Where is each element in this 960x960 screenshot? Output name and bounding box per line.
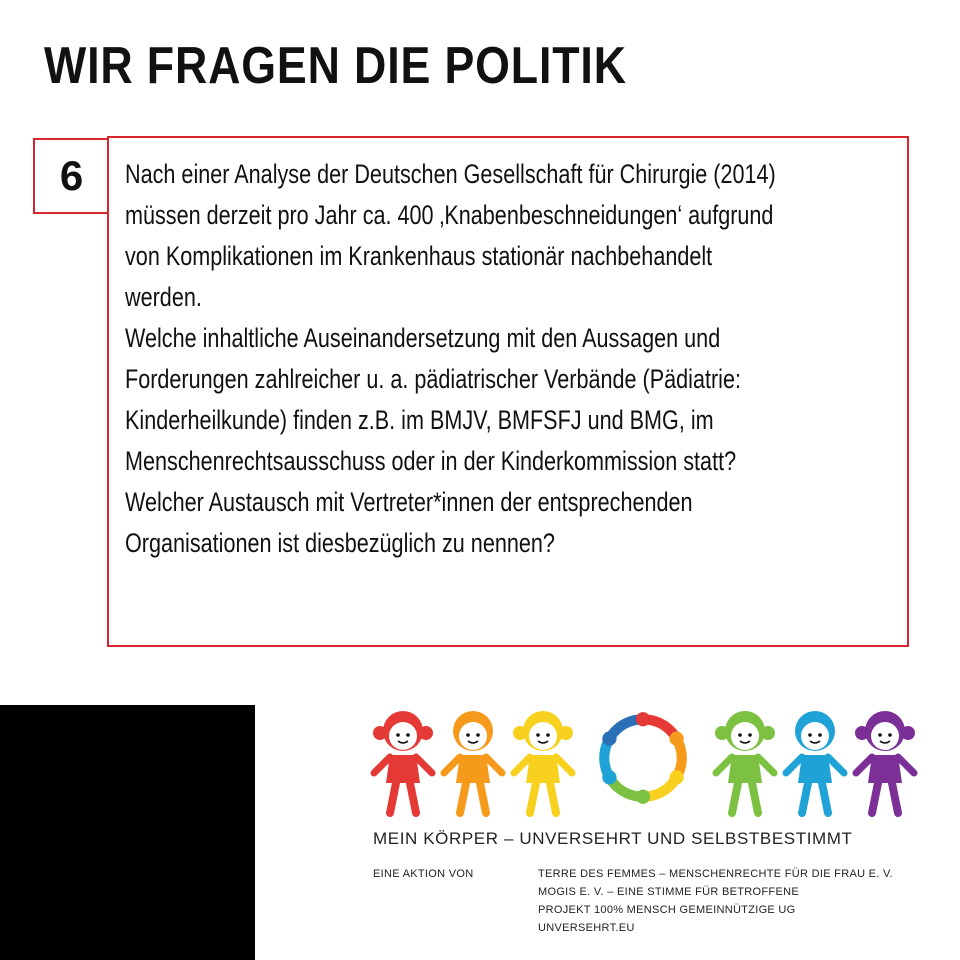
ring-icon xyxy=(592,707,694,809)
organization-line: PROJEKT 100% MENSCH GEMEINNÜTZIGE UG xyxy=(538,904,796,916)
page-headline: WIR FRAGEN DIE POLITIK xyxy=(44,37,627,95)
child-figure-icon xyxy=(440,705,506,817)
organization-line: TERRE DES FEMMES – MENSCHENRECHTE FÜR DIE FRAU E. V. xyxy=(538,868,894,880)
question-number: 6 xyxy=(33,138,108,214)
campaign-tagline: MEIN KÖRPER – UNVERSEHRT UND SELBSTBESTIMMT xyxy=(373,829,853,848)
organization-line: MOGIS E. V. – EINE STIMME FÜR BETROFFENE xyxy=(538,886,799,898)
question-text: Nach einer Analyse der Deutschen Gesellschaft für Chirurgie (2014) müssen derzeit pro Jahr ca. 400 ‚Knabenbeschneidungen‘ aufgrund von Komplikationen im Krankenhaus stationär nachbehandelt werden. Welche inhaltliche Auseinandersetzung mit den Aussagen und Forderungen zahlreicher u. a. pädiatrischer Verbände (Pädiatrie: Kinderheilkunde) finden z.B. im BMJV, BMFSFJ und BMG, im Menschenrechtsausschuss oder in der Kinderkommission statt? Welcher Austausch mit Vertreter*innen der entsprechenden Organisationen ist diesbezüglich zu nennen? xyxy=(125,159,776,558)
child-figure-icon xyxy=(852,705,918,817)
aktion-label: EINE AKTION VON xyxy=(373,868,474,880)
child-figure-icon xyxy=(370,705,436,817)
child-figure-icon xyxy=(712,705,778,817)
black-corner-block xyxy=(0,705,255,960)
child-figure-icon xyxy=(510,705,576,817)
child-figure-icon xyxy=(782,705,848,817)
organizations-list xyxy=(538,865,893,937)
question-box xyxy=(107,136,909,647)
organization-line: UNVERSEHRT.EU xyxy=(538,922,635,934)
children-holding-hands-logo xyxy=(370,705,910,817)
